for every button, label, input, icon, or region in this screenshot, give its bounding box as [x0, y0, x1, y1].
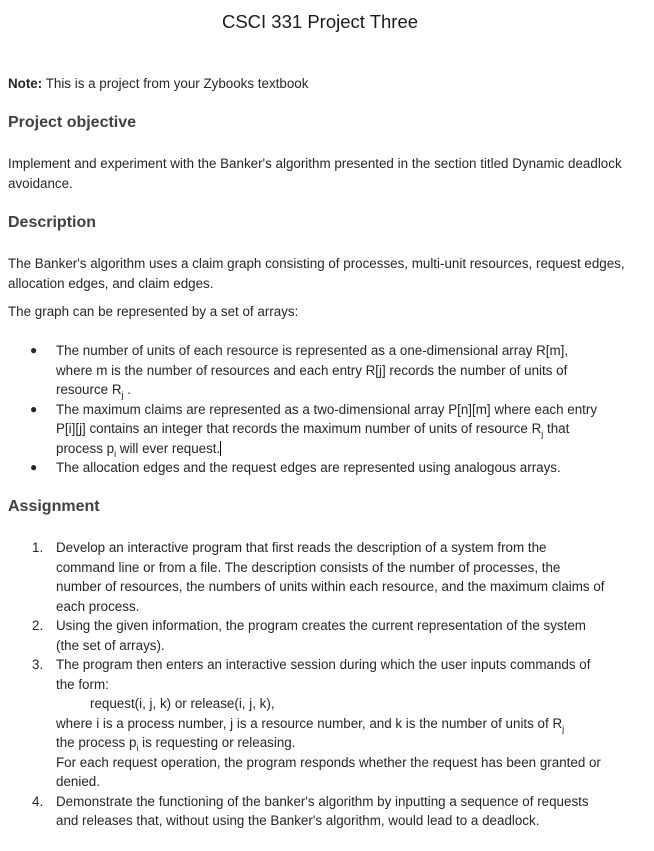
description-heading: Description: [8, 214, 97, 231]
bullet-item: ● The number of units of each resource is represented as a one-dimensional array R[m], where m is the number of resources and each entry R[j] records the number of units of resource $R_j$ .: [30, 343, 569, 400]
text-cursor: [220, 441, 221, 456]
note-text: This is a project from your Zybooks textbook: [45, 76, 309, 91]
assignment-item: 1. Develop an interactive program that first reads the description of a system from the command line or from a file. The description consists of the number of processes, the number of resources, the numbers of units within each resource, and the maximum claims of each process.: [32, 540, 605, 614]
bullet-item: ● The maximum claims are represented as a two-dimensional array P[n][m] where each entry P[i][j] contains an integer that records the maximum number of units of resource $R_j$ that process $p_i$ will ever request.: [30, 401, 598, 459]
bullet-dot-icon: ●: [30, 460, 38, 474]
note-label: Note:: [8, 76, 43, 91]
assignment-item: 4. Demonstrate the functioning of the banker's algorithm by inputting a sequence of requests and releases that, without using the Banker's algorithm, would lead to a deadlock.: [32, 793, 589, 828]
bullet-dot-icon: ●: [30, 401, 38, 416]
objective-text: Implement and experiment with the Banker's algorithm presented in the section titled Dynamic deadlock avoidance.: [8, 156, 622, 191]
description-paragraph: The Banker's algorithm uses a claim graph consisting of processes, multi-unit resources, request edges, allocation edges, and claim edges.: [8, 256, 625, 291]
assignment-item: 3. The program then enters an interactive session during which the user inputs commands of the form: request(i, j, k) or release(i, j, k), where i is a process number, j is a resource number, and k is the number of units of $R_j$ the process $p_i$ is requesting or releasing. For each request operation, the program responds whether the request has been granted or denied.: [8, 655, 608, 792]
description-bullet-list: [8, 341, 608, 478]
document-title: CSCI 331 Project Three: [221, 11, 419, 32]
note-line: [8, 74, 638, 94]
assignment-numbered-list: [8, 538, 608, 831]
description-arrays-intro: The graph can be represented by a set of arrays:: [8, 304, 299, 319]
command-syntax: request(i, j, k) or release(i, j, k),: [90, 696, 275, 711]
bullet-item: ● The allocation edges and the request edges are represented using analogous arrays.: [8, 458, 608, 478]
assignment-item: 2. Using the given information, the program creates the current representation of the system (the set of arrays).: [32, 618, 586, 653]
command-explanation-cont: the process $p_i$ is requesting or releasing.: [56, 735, 296, 753]
request-response-text: For each request operation, the program responds whether the request has been granted or denied.: [56, 754, 601, 789]
bullet-dot-icon: ●: [30, 343, 38, 357]
objective-heading: Project objective: [8, 114, 137, 131]
command-explanation: where i is a process number, j is a resource number, and k is the number of units of $R_j$: [56, 715, 565, 734]
assignment-heading: Assignment: [8, 498, 100, 515]
